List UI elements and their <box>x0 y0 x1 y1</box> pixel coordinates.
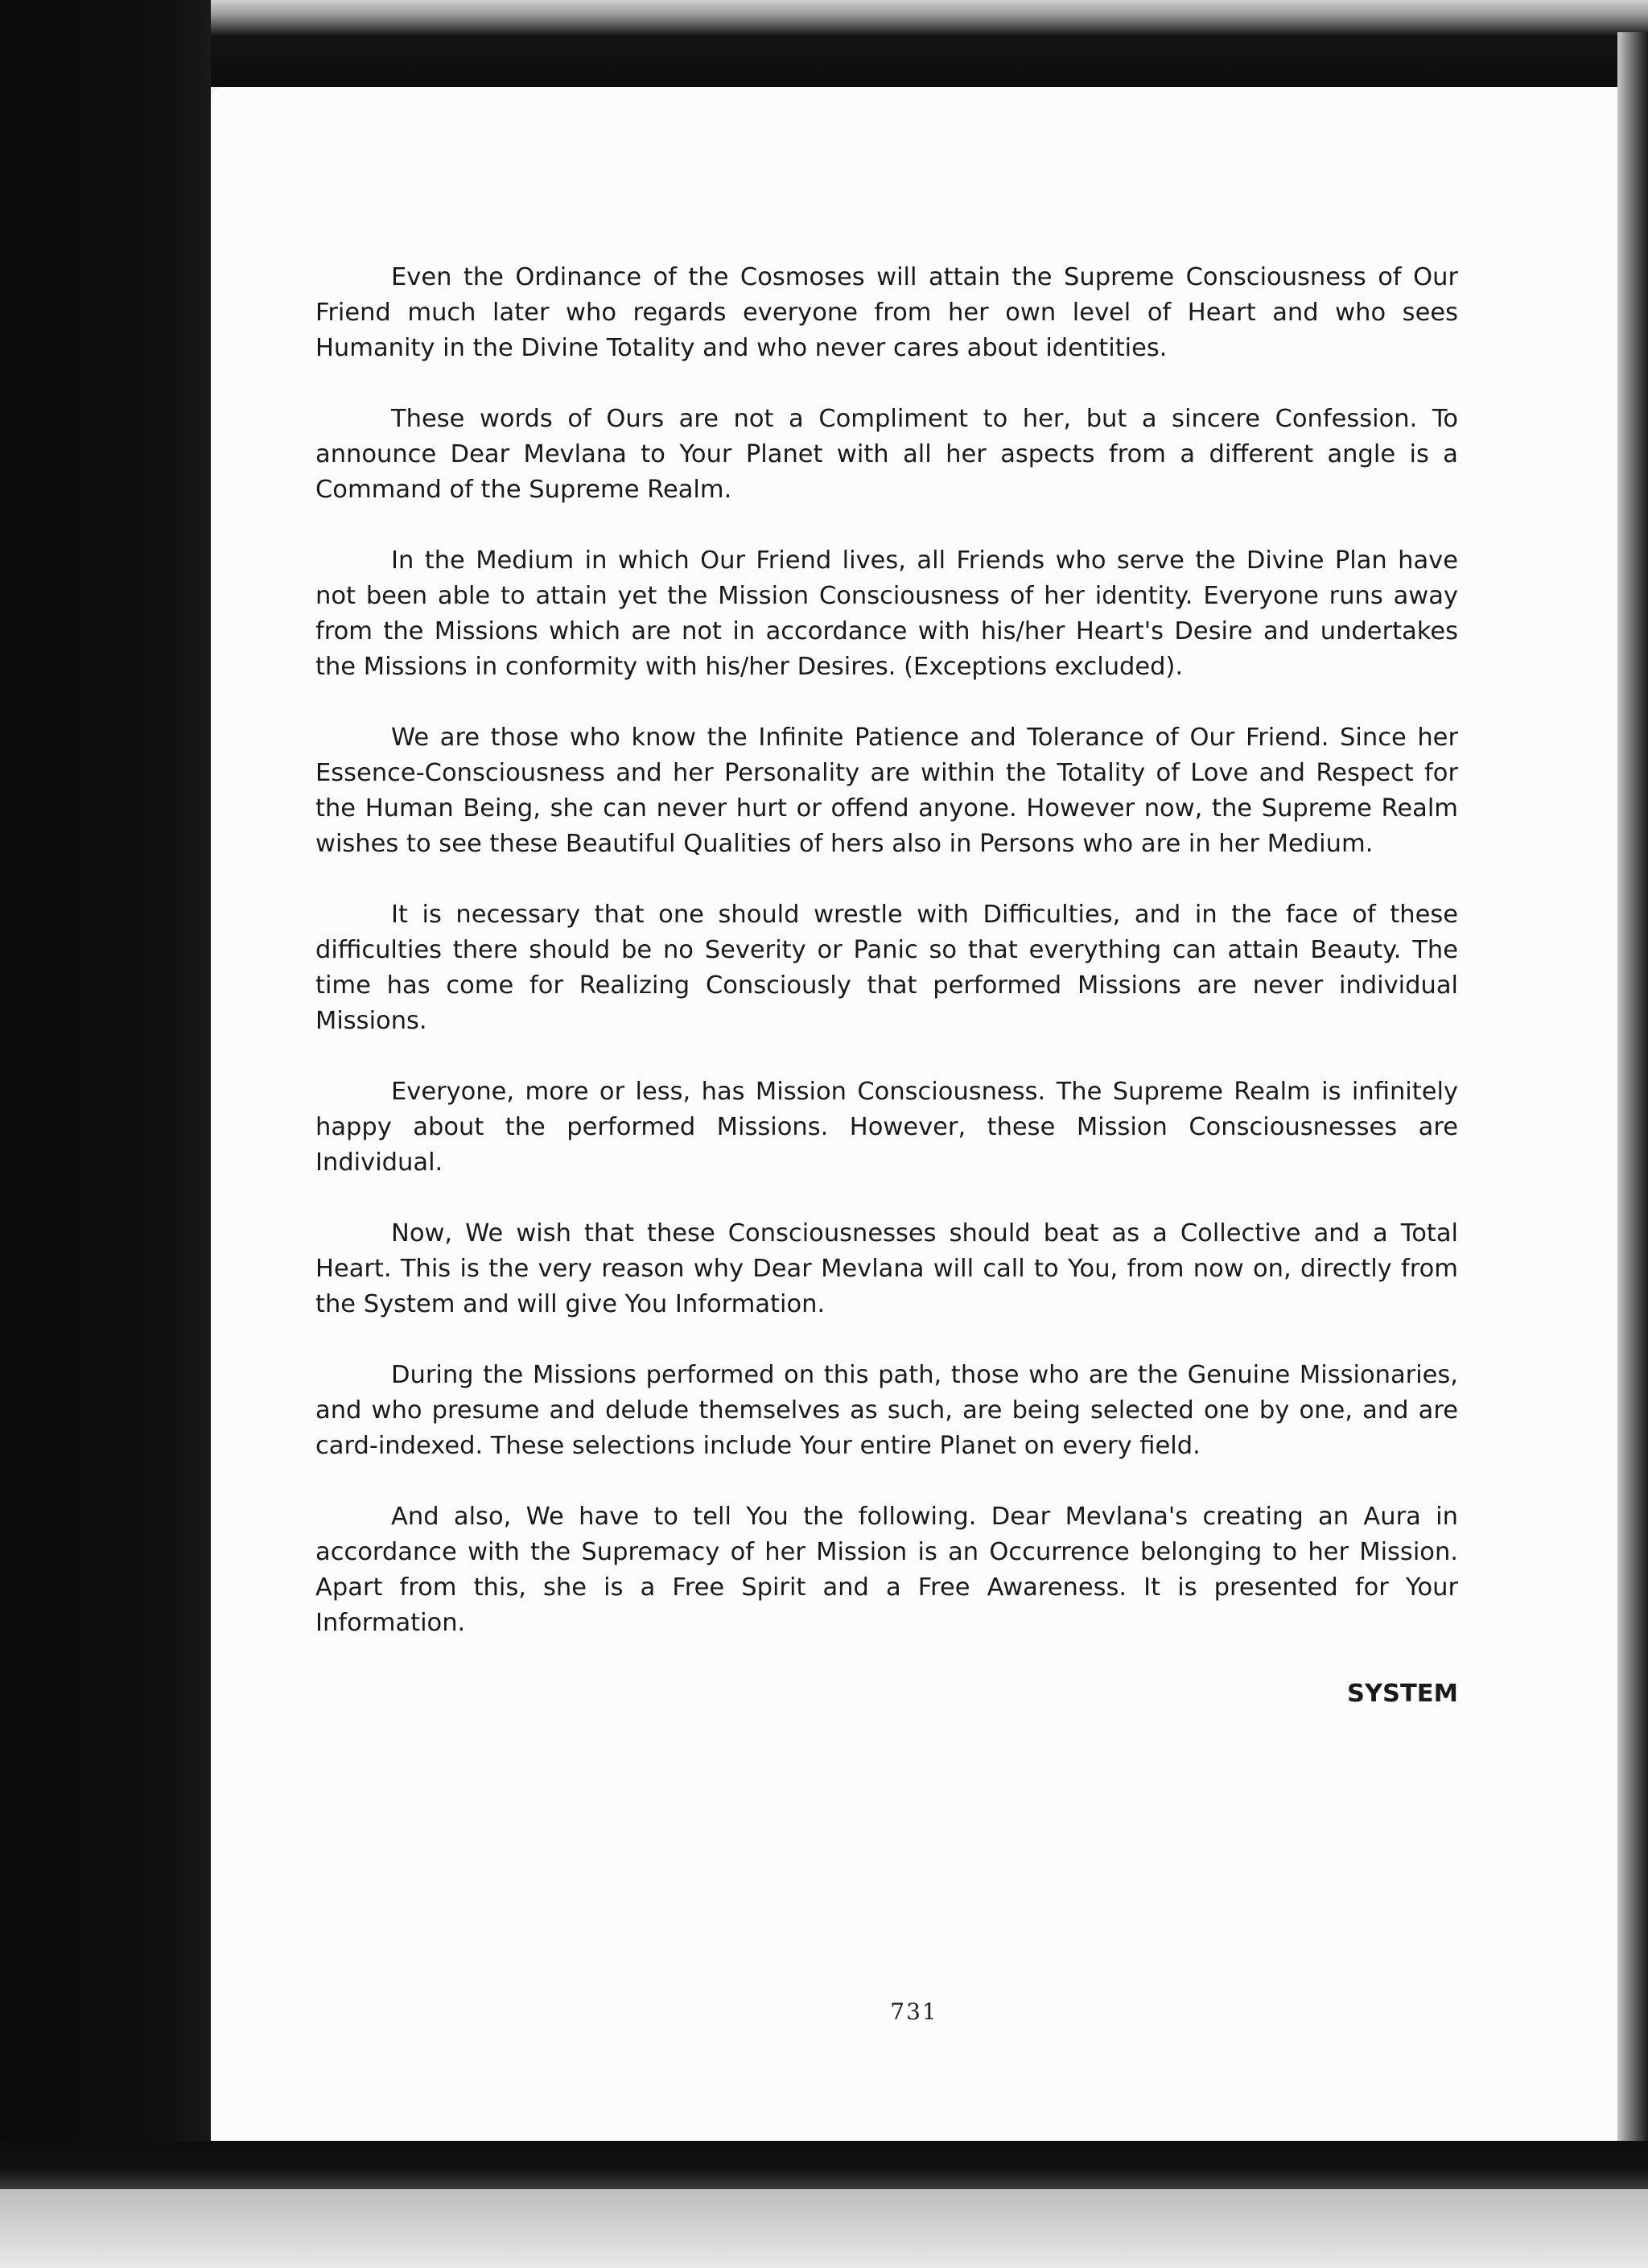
paragraph: We are those who know the Infinite Patience and Tolerance of Our Friend. Since her Essence-Consciousness and her Personality are within the Totality of Love and Respect for the Human Being, she can never hurt or offend anyone. However now, the Supreme Realm wishes to see these Beautiful Qualities of hers also in Persons who are in her Medium. <box>315 724 1458 858</box>
page-sheet <box>211 87 1617 2141</box>
signature: SYSTEM <box>1346 1680 1458 1708</box>
paragraph: Now, We wish that these Consciousnesses should beat as a Collective and a Total Heart. This is the very reason why Dear Mevlana will call to You, from now on, directly from the System and will give You Information. <box>315 1219 1458 1318</box>
paragraph: In the Medium in which Our Friend lives, all Friends who serve the Divine Plan have not been able to attain yet the Mission Consciousness of her identity. Everyone runs away from the Missions which are not in accordance with his/her Heart's Desire and undertakes the Missions in conformity with his/her Desires. (Exceptions excluded). <box>315 546 1458 681</box>
scan-right-edge <box>1617 32 1648 2205</box>
body-text <box>315 260 1458 1712</box>
scan-top-edge <box>0 0 1648 87</box>
scan-bottom-edge <box>0 2141 1648 2189</box>
paragraph: These words of Ours are not a Compliment to her, but a sincere Confession. To announce Dear Mevlana to Your Planet with all her aspects from a different angle is a Command of the Supreme Realm. <box>315 405 1458 504</box>
paragraph: Everyone, more or less, has Mission Consciousness. The Supreme Realm is infinitely happy about the performed Missions. However, these Mission Consciousnesses are Individual. <box>315 1078 1458 1177</box>
scanner-bed <box>0 2189 1648 2268</box>
page-number: 731 <box>890 1998 938 2025</box>
book-binding-shadow <box>0 0 211 2205</box>
paragraph: Even the Ordinance of the Cosmoses will attain the Supreme Consciousness of Our Friend much later who regards everyone from her own level of Heart and who sees Humanity in the Divine Totality and who never cares about identities. <box>315 263 1458 362</box>
paragraph: And also, We have to tell You the following. Dear Mevlana's creating an Aura in accordance with the Supremacy of her Mission is an Occurrence belonging to her Mission. Apart from this, she is a Free Spirit and a Free Awareness. It is presented for Your Information. <box>315 1503 1458 1637</box>
paragraph: It is necessary that one should wrestle with Difficulties, and in the face of these difficulties there should be no Severity or Panic so that everything can attain Beauty. The time has come for Realizing Consciously that performed Missions are never individual Missions. <box>315 901 1458 1035</box>
paragraph: During the Missions performed on this path, those who are the Genuine Missionaries, and who presume and delude themselves as such, are being selected one by one, and are card-indexed. These selections include Your entire Planet on every field. <box>315 1361 1458 1460</box>
